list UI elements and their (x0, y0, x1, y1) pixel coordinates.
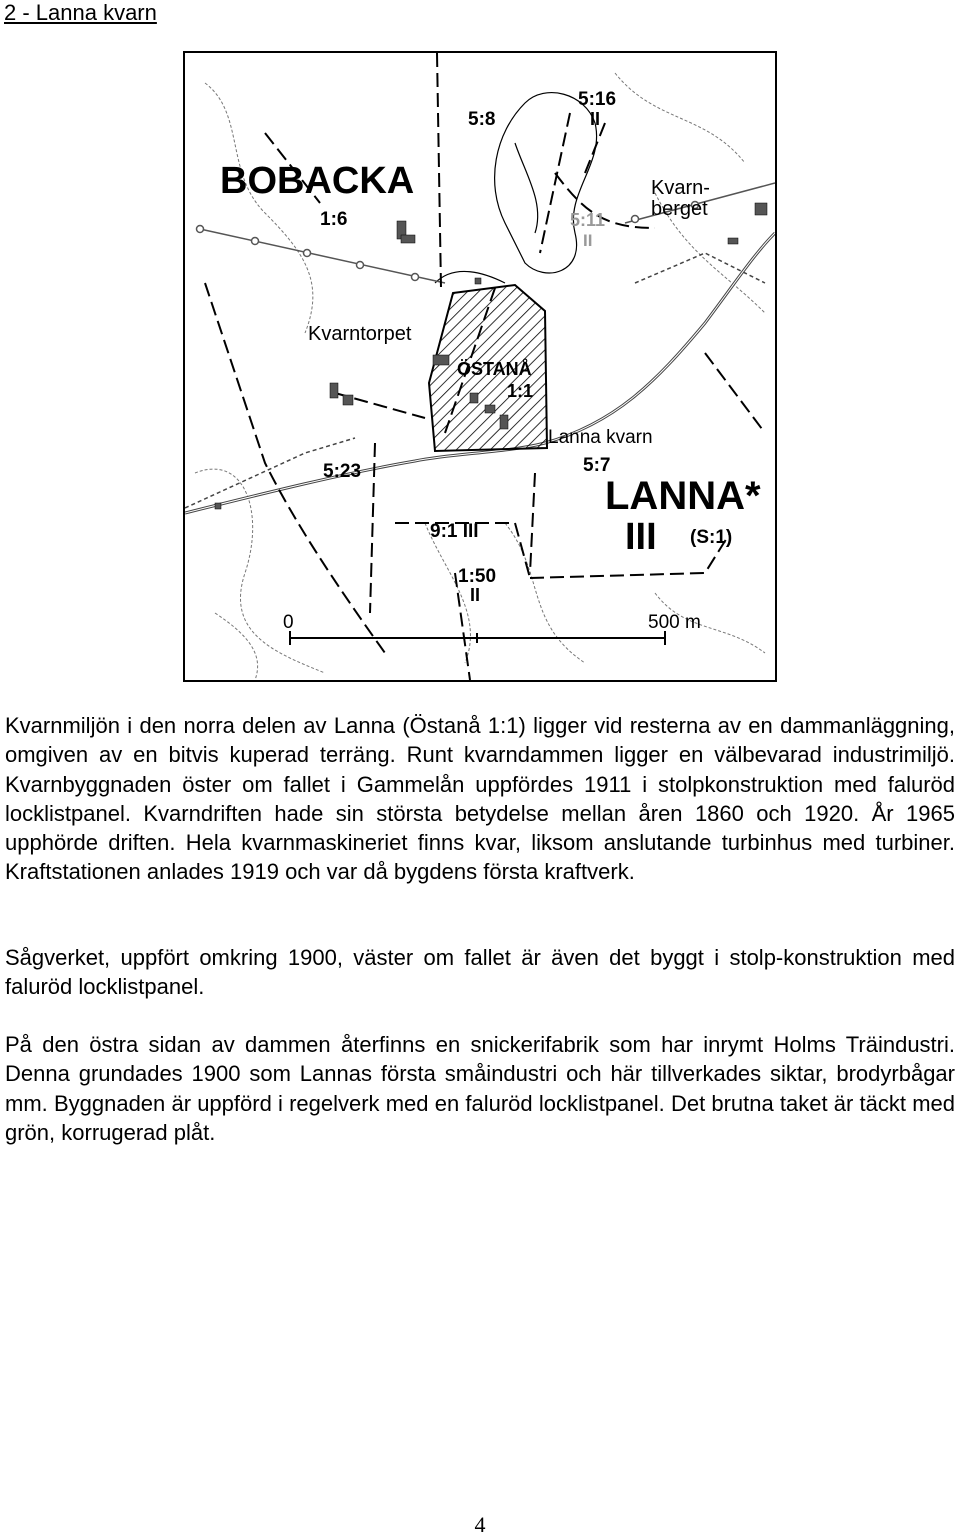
scale-bar (290, 631, 665, 645)
paragraph-snickerifabrik: På den östra sidan av dammen återfinns en snickerifabrik som har inrymt Holms Träindustri. Denna grundades 1900 som Lannas första småindustri och här tillverkades siktar, brodyrbågar mm. Byggnaden är uppförd i regelverk med en faluröd locklistpanel. Det brutna taket är täckt med grön, korrugerad plåt. (5, 1032, 955, 1145)
label-roman-5-11: II (583, 231, 593, 250)
label-ostana: ÖSTANÅ (457, 359, 532, 379)
scale-label-zero: 0 (283, 612, 294, 633)
page-heading: 2 - Lanna kvarn (4, 0, 157, 25)
label-parcel-1-6: 1:6 (320, 209, 348, 230)
page-number: 4 (474, 1512, 486, 1537)
lake-outline (435, 93, 597, 283)
label-parcel-5-11: 5:11 (570, 210, 606, 230)
label-kvarntorpet: Kvarntorpet (308, 323, 412, 345)
label-kvarnberget-2: berget (651, 198, 708, 220)
label-parcel-1-1: 1:1 (507, 381, 534, 401)
label-parcel-5-23: 5:23 (323, 461, 362, 482)
label-roman-5-16: II (590, 109, 601, 129)
label-lanna: LANNA* (605, 474, 761, 518)
label-parcel-5-16: 5:16 (578, 89, 617, 110)
historical-map (183, 51, 777, 682)
label-lanna-roman: III (625, 516, 657, 558)
label-roman-1-50: II (470, 585, 481, 605)
label-lanna-kvarn: Lanna kvarn (548, 427, 653, 448)
paragraph-kvarnmiljo: Kvarnmiljön i den norra delen av Lanna (Östanå 1:1) ligger vid resterna av en dammanläggning, omgiven av en bitvis kuperad terräng. Runt kvarndammen ligger en välbevarad industrimiljö. Kvarnbyggnaden öster om fallet i Gammelån uppfördes 1911 i stolpkonstruktion med faluröd locklistpanel. Kvarndriften hade sin största betydelse mellan åren 1860 och 1920. År 1965 upphörde driften. Hela kvarnmaskineriet finns kvar, liksom anslutande turbinhus med turbiner. Kraftstationen anlades 1919 och var då bygdens första kraftverk. (5, 713, 955, 885)
label-parcel-1-50: 1:50 (458, 566, 497, 587)
label-parcel-9-1: 9:1 III (430, 521, 479, 542)
label-bobacka: BOBACKA (220, 160, 415, 202)
scale-label-end: 500 m (648, 612, 701, 633)
label-parcel-5-8: 5:8 (468, 109, 496, 130)
label-parcel-5-7: 5:7 (583, 455, 611, 476)
paragraph-sagverket: Sågverket, uppfört omkring 1900, väster om fallet är även det byggt i stolp-konstruktion med faluröd locklistpanel. (5, 945, 955, 1000)
label-kvarnberget-1: Kvarn- (651, 177, 710, 199)
label-lanna-sub: (S:1) (690, 527, 733, 548)
